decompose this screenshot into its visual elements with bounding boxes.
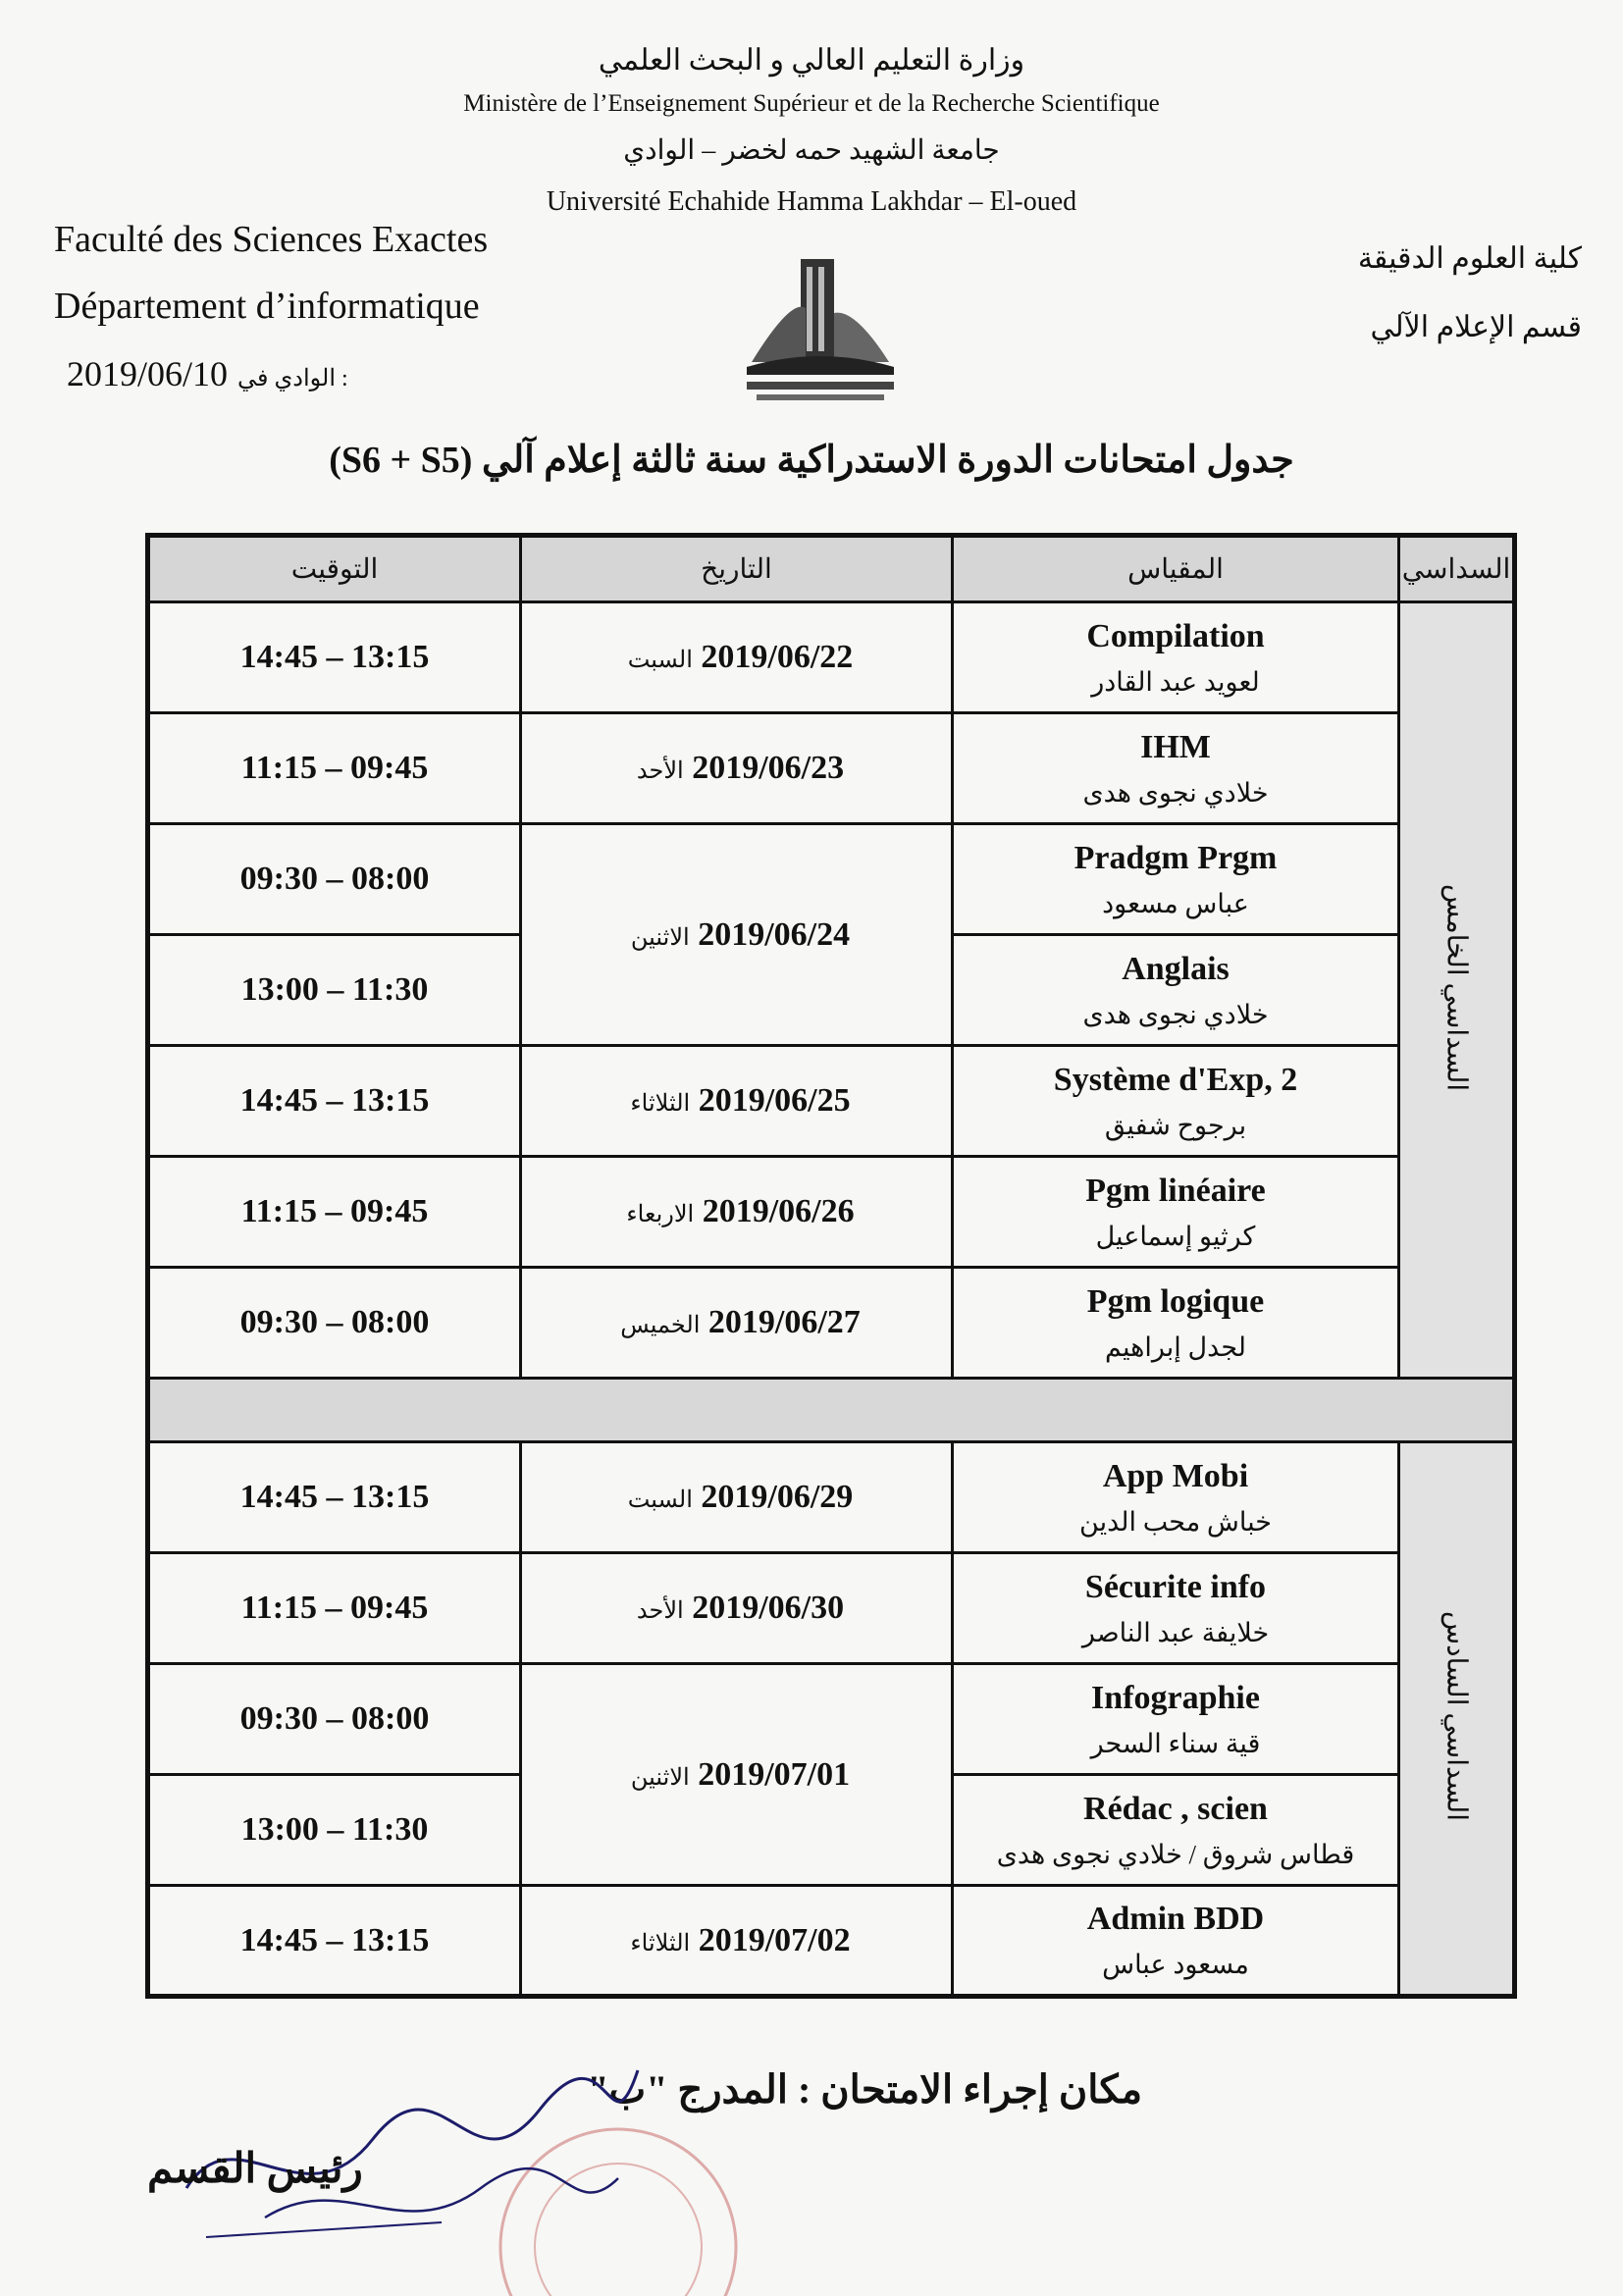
head-of-department: رئيس القسم	[147, 2147, 363, 2192]
semester-label: السداسي السادس	[1399, 1442, 1515, 1997]
date-cell: 2019/06/22 السبت	[521, 602, 953, 713]
table-row	[148, 1268, 1515, 1379]
university-arabic: جامعة الشهيد حمه لخضر – الوادي	[623, 135, 1000, 166]
header-date: التاريخ	[521, 536, 953, 602]
time-cell: 09:30 – 08:00	[148, 1664, 521, 1775]
header-module: المقياس	[953, 536, 1399, 602]
date-cell: 2019/06/26 الاربعاء	[521, 1157, 953, 1268]
issue-date: 2019/06/10	[67, 354, 229, 393]
faculty-french: Faculté des Sciences Exactes	[54, 219, 489, 260]
module-cell: Pradgm Prgm عباس مسعود	[953, 824, 1399, 935]
date-cell: 2019/06/29 السبت	[521, 1442, 953, 1553]
module-cell: Sécurite info خلايفة عبد الناصر	[953, 1553, 1399, 1664]
table-row	[148, 1157, 1515, 1268]
table-header-row	[148, 536, 1515, 602]
module-cell: Pgm linéaire كرثيو إسماعيل	[953, 1157, 1399, 1268]
table-row	[148, 824, 1515, 935]
time-cell: 11:15 – 09:45	[148, 1157, 521, 1268]
exam-venue: مكان إجراء الامتحان : المدرج "ب"	[587, 2067, 1142, 2112]
time-cell: 11:15 – 09:45	[148, 1553, 521, 1664]
university-logo	[732, 239, 909, 416]
table-row	[148, 1046, 1515, 1157]
time-cell: 14:45 – 13:15	[148, 1886, 521, 1997]
time-cell: 14:45 – 13:15	[148, 1046, 521, 1157]
date-cell: 2019/06/30 الأحد	[521, 1553, 953, 1664]
header-semester: السداسي	[1399, 536, 1515, 602]
place-label: الوادي في :	[237, 366, 348, 391]
date-cell: 2019/06/23 الأحد	[521, 713, 953, 824]
date-cell: 2019/07/02 الثلاثاء	[521, 1886, 953, 1997]
table-row	[148, 1553, 1515, 1664]
exam-schedule-table	[145, 533, 1517, 1999]
table-row	[148, 713, 1515, 824]
table-row	[148, 1664, 1515, 1775]
table-row	[148, 1442, 1515, 1553]
faculty-arabic: كلية العلوم الدقيقة	[1357, 242, 1582, 275]
time-cell: 11:15 – 09:45	[148, 713, 521, 824]
module-cell: Infographie قية سناء السحر	[953, 1664, 1399, 1775]
department-french: Département d’informatique	[54, 286, 480, 327]
place-date	[67, 353, 348, 394]
date-cell: 2019/06/25 الثلاثاء	[521, 1046, 953, 1157]
module-cell: IHM خلادي نجوى هدى	[953, 713, 1399, 824]
time-cell: 13:00 – 11:30	[148, 1775, 521, 1886]
time-cell: 13:00 – 11:30	[148, 935, 521, 1046]
table-row	[148, 602, 1515, 713]
semester-separator	[148, 1379, 1515, 1442]
ministry-french: Ministère de l’Enseignement Supérieur et de la Recherche Scientifique	[463, 90, 1160, 117]
time-cell: 14:45 – 13:15	[148, 602, 521, 713]
time-cell: 14:45 – 13:15	[148, 1442, 521, 1553]
document-title: جدول امتحانات الدورة الاستدراكية سنة ثالثة إعلام آلي (S6 + S5)	[329, 440, 1294, 481]
header-time: التوقيت	[148, 536, 521, 602]
module-cell: Rédac , scien قطاس شروق / خلادي نجوى هدى	[953, 1775, 1399, 1886]
time-cell: 09:30 – 08:00	[148, 824, 521, 935]
date-cell: 2019/06/27 الخميس	[521, 1268, 953, 1379]
module-cell: Système d'Exp, 2 برجوح شفيق	[953, 1046, 1399, 1157]
module-cell: App Mobi خباش محب الدين	[953, 1442, 1399, 1553]
module-cell: Anglais خلادي نجوى هدى	[953, 935, 1399, 1046]
module-cell: Admin BDD مسعود عباس	[953, 1886, 1399, 1997]
date-cell: 2019/07/01 الاثنين	[521, 1664, 953, 1886]
university-french: Université Echahide Hamma Lakhdar – El-oued	[546, 186, 1077, 217]
date-cell: 2019/06/24 الاثنين	[521, 824, 953, 1046]
time-cell: 09:30 – 08:00	[148, 1268, 521, 1379]
module-cell: Pgm logique لجدل إبراهيم	[953, 1268, 1399, 1379]
ministry-arabic: وزارة التعليم العالي و البحث العلمي	[598, 44, 1025, 77]
department-arabic: قسم الإعلام الآلي	[1370, 311, 1582, 343]
module-cell: Compilation لعويد عبد القادر	[953, 602, 1399, 713]
semester-label: السداسي الخامس	[1399, 602, 1515, 1379]
table-row	[148, 1886, 1515, 1997]
